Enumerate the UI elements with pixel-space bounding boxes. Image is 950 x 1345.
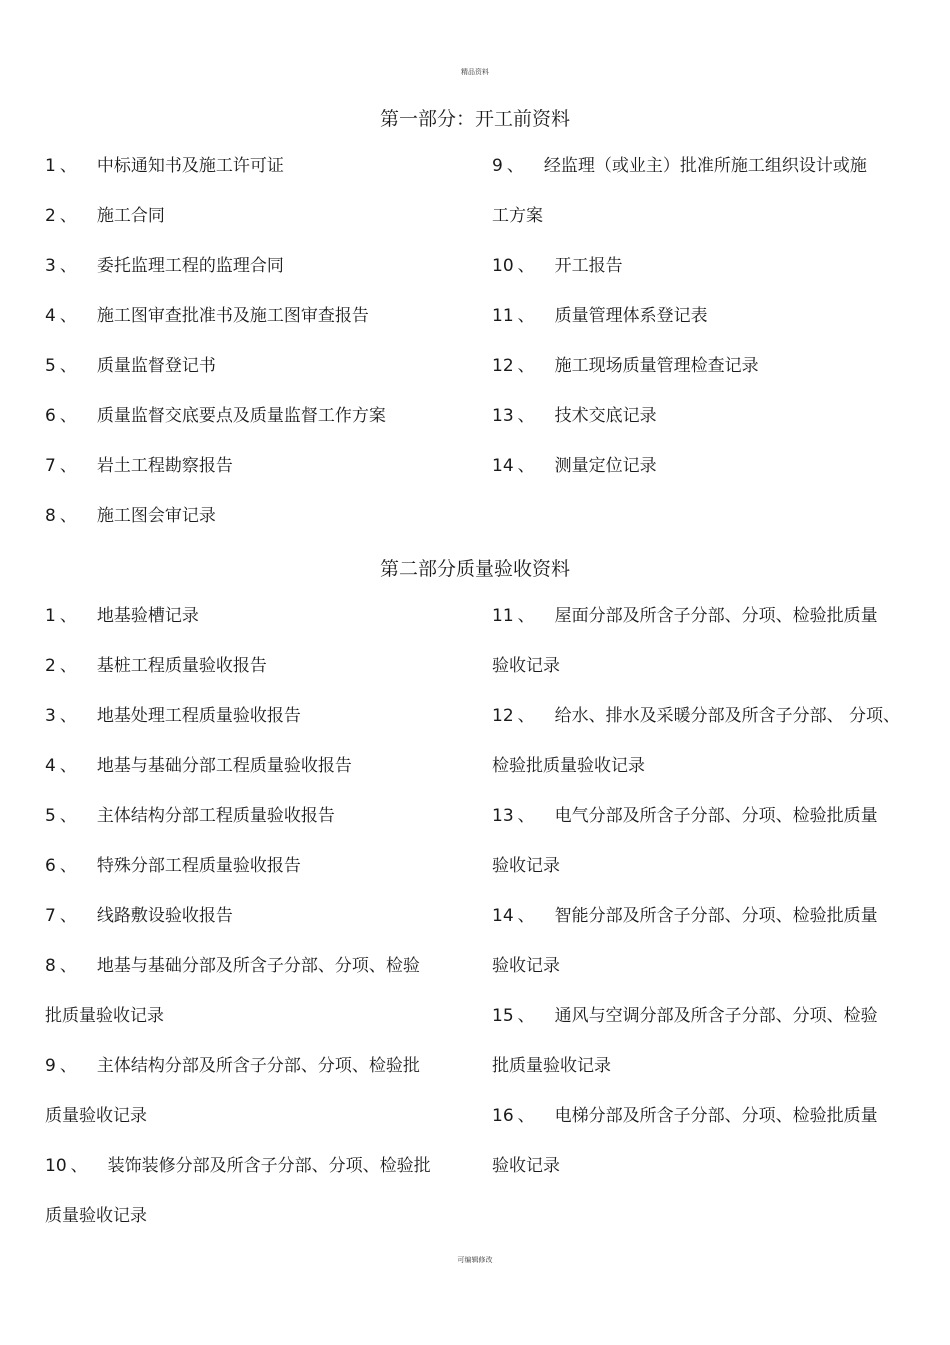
part1-right-item-11 [492, 305, 708, 327]
part2-right-item-12 [492, 705, 900, 727]
item-separator: 、 [517, 456, 535, 476]
item-text: 给水、排水及采暖分部及所含子分部、 分项、 [554, 706, 901, 726]
item-text: 地基处理工程质量验收报告 [96, 706, 301, 726]
item-number: 8 [45, 956, 56, 976]
item-text: 地基验槽记录 [96, 606, 199, 626]
part2-right-item-16 [492, 1105, 878, 1127]
part2-right-item-13-continuation: 验收记录 [492, 856, 560, 876]
item-number: 15 [492, 1006, 514, 1026]
part1-left-item-7 [45, 455, 233, 477]
item-separator: 、 [59, 356, 77, 376]
part2-left-item-3 [45, 705, 301, 727]
part2-left-item-8-continuation: 批质量验收记录 [45, 1006, 164, 1026]
item-text: 施工图审查批准书及施工图审查报告 [96, 306, 369, 326]
part2-right-item-15-continuation: 批质量验收记录 [492, 1056, 611, 1076]
part2-right-item-16-continuation: 验收记录 [492, 1156, 560, 1176]
item-text: 技术交底记录 [554, 406, 657, 426]
item-number: 13 [492, 806, 514, 826]
item-separator: 、 [59, 906, 77, 926]
item-separator: 、 [517, 706, 535, 726]
item-separator: 、 [517, 406, 535, 426]
item-number: 14 [492, 906, 514, 926]
item-separator: 、 [517, 906, 535, 926]
part1-title: 第一部分：开工前资料 [379, 108, 570, 130]
item-text: 通风与空调分部及所含子分部、分项、检验 [554, 1006, 878, 1026]
item-text: 施工图会审记录 [96, 506, 216, 526]
item-text: 经监理（或业主）批准所施工组织设计或施 [543, 156, 867, 176]
part2-right-item-12-continuation: 检验批质量验收记录 [492, 756, 645, 776]
item-separator: 、 [59, 756, 77, 776]
part1-left-item-3 [45, 255, 284, 277]
part2-left-item-9 [45, 1055, 420, 1077]
part2-left-item-2 [45, 655, 267, 677]
part2-left-item-10 [45, 1155, 431, 1177]
item-text: 质量管理体系登记表 [554, 306, 708, 326]
item-text: 测量定位记录 [554, 456, 657, 476]
item-text: 屋面分部及所含子分部、分项、检验批质量 [554, 606, 878, 626]
item-separator: 、 [59, 606, 77, 626]
item-separator: 、 [517, 256, 535, 276]
item-number: 1 [45, 156, 56, 176]
item-number: 2 [45, 656, 56, 676]
item-number: 11 [492, 306, 514, 326]
part2-right-item-15 [492, 1005, 878, 1027]
item-number: 9 [492, 156, 503, 176]
part2-right-item-14-continuation: 验收记录 [492, 956, 560, 976]
item-number: 9 [45, 1056, 56, 1076]
part2-left-item-4 [45, 755, 352, 777]
item-separator: 、 [59, 506, 77, 526]
item-separator: 、 [59, 706, 77, 726]
item-number: 1 [45, 606, 56, 626]
part2-left-item-5 [45, 805, 335, 827]
part1-left-item-2 [45, 205, 165, 227]
item-separator: 、 [517, 1006, 535, 1026]
item-number: 12 [492, 356, 514, 376]
part2-right-item-14 [492, 905, 878, 927]
item-separator: 、 [59, 456, 77, 476]
item-separator: 、 [59, 256, 77, 276]
item-number: 5 [45, 806, 56, 826]
item-text: 施工现场质量管理检查记录 [554, 356, 759, 376]
part2-left-item-6 [45, 855, 301, 877]
item-separator: 、 [59, 956, 77, 976]
part1-right-item-13 [492, 405, 657, 427]
item-number: 6 [45, 406, 56, 426]
item-text: 电梯分部及所含子分部、分项、检验批质量 [554, 1106, 878, 1126]
item-text: 特殊分部工程质量验收报告 [96, 856, 301, 876]
item-text: 线路敷设验收报告 [96, 906, 233, 926]
item-number: 10 [492, 256, 514, 276]
item-number: 12 [492, 706, 514, 726]
item-text: 岩土工程勘察报告 [96, 456, 233, 476]
item-number: 10 [45, 1156, 67, 1176]
item-separator: 、 [517, 1106, 535, 1126]
part2-right-item-11-continuation: 验收记录 [492, 656, 560, 676]
part1-left-item-5 [45, 355, 216, 377]
item-text: 委托监理工程的监理合同 [96, 256, 284, 276]
item-number: 13 [492, 406, 514, 426]
item-separator: 、 [59, 156, 77, 176]
item-separator: 、 [517, 356, 535, 376]
item-separator: 、 [59, 806, 77, 826]
item-separator: 、 [59, 856, 77, 876]
item-number: 5 [45, 356, 56, 376]
item-number: 14 [492, 456, 514, 476]
part2-right-item-13 [492, 805, 878, 827]
part1-left-item-4 [45, 305, 369, 327]
item-text: 质量监督登记书 [96, 356, 216, 376]
item-separator: 、 [59, 1056, 77, 1076]
item-text: 施工合同 [96, 206, 165, 226]
item-separator: 、 [70, 1156, 88, 1176]
part1-left-item-1 [45, 155, 284, 177]
part2-left-item-9-continuation: 质量验收记录 [45, 1106, 147, 1126]
part1-right-item-12 [492, 355, 759, 377]
part1-left-item-6 [45, 405, 386, 427]
item-text: 中标通知书及施工许可证 [96, 156, 284, 176]
item-separator: 、 [506, 156, 524, 176]
item-number: 2 [45, 206, 56, 226]
part2-left-item-10-continuation: 质量验收记录 [45, 1206, 147, 1226]
part1-left-item-8 [45, 505, 216, 527]
item-text: 地基与基础分部及所含子分部、分项、检验 [96, 956, 420, 976]
item-number: 3 [45, 256, 56, 276]
item-text: 电气分部及所含子分部、分项、检验批质量 [554, 806, 878, 826]
part1-right-item-10 [492, 255, 623, 277]
item-text: 智能分部及所含子分部、分项、检验批质量 [554, 906, 878, 926]
item-number: 8 [45, 506, 56, 526]
part2-right-item-11 [492, 605, 878, 627]
part2-title: 第二部分质量验收资料 [379, 558, 570, 580]
item-number: 6 [45, 856, 56, 876]
part2-left-item-7 [45, 905, 233, 927]
part1-right-item-9-continuation: 工方案 [492, 206, 543, 226]
item-separator: 、 [517, 306, 535, 326]
item-text: 地基与基础分部工程质量验收报告 [96, 756, 352, 776]
item-separator: 、 [59, 406, 77, 426]
item-number: 7 [45, 906, 56, 926]
part2-left-item-8 [45, 955, 420, 977]
item-separator: 、 [59, 656, 77, 676]
part2-left-item-1 [45, 605, 199, 627]
item-text: 装饰装修分部及所含子分部、分项、检验批 [107, 1156, 431, 1176]
footer-note: 可编辑修改 [457, 1256, 493, 1264]
item-number: 3 [45, 706, 56, 726]
part1-right-item-14 [492, 455, 657, 477]
item-number: 4 [45, 306, 56, 326]
item-number: 7 [45, 456, 56, 476]
item-text: 主体结构分部工程质量验收报告 [96, 806, 335, 826]
item-text: 主体结构分部及所含子分部、分项、检验批 [96, 1056, 420, 1076]
item-number: 16 [492, 1106, 514, 1126]
item-number: 4 [45, 756, 56, 776]
item-separator: 、 [517, 606, 535, 626]
item-number: 11 [492, 606, 514, 626]
item-text: 质量监督交底要点及质量监督工作方案 [96, 406, 386, 426]
item-text: 开工报告 [554, 256, 623, 276]
item-text: 基桩工程质量验收报告 [96, 656, 267, 676]
header-note: 精品资料 [461, 68, 489, 76]
item-separator: 、 [59, 306, 77, 326]
item-separator: 、 [517, 806, 535, 826]
item-separator: 、 [59, 206, 77, 226]
part1-right-item-9 [492, 155, 867, 177]
